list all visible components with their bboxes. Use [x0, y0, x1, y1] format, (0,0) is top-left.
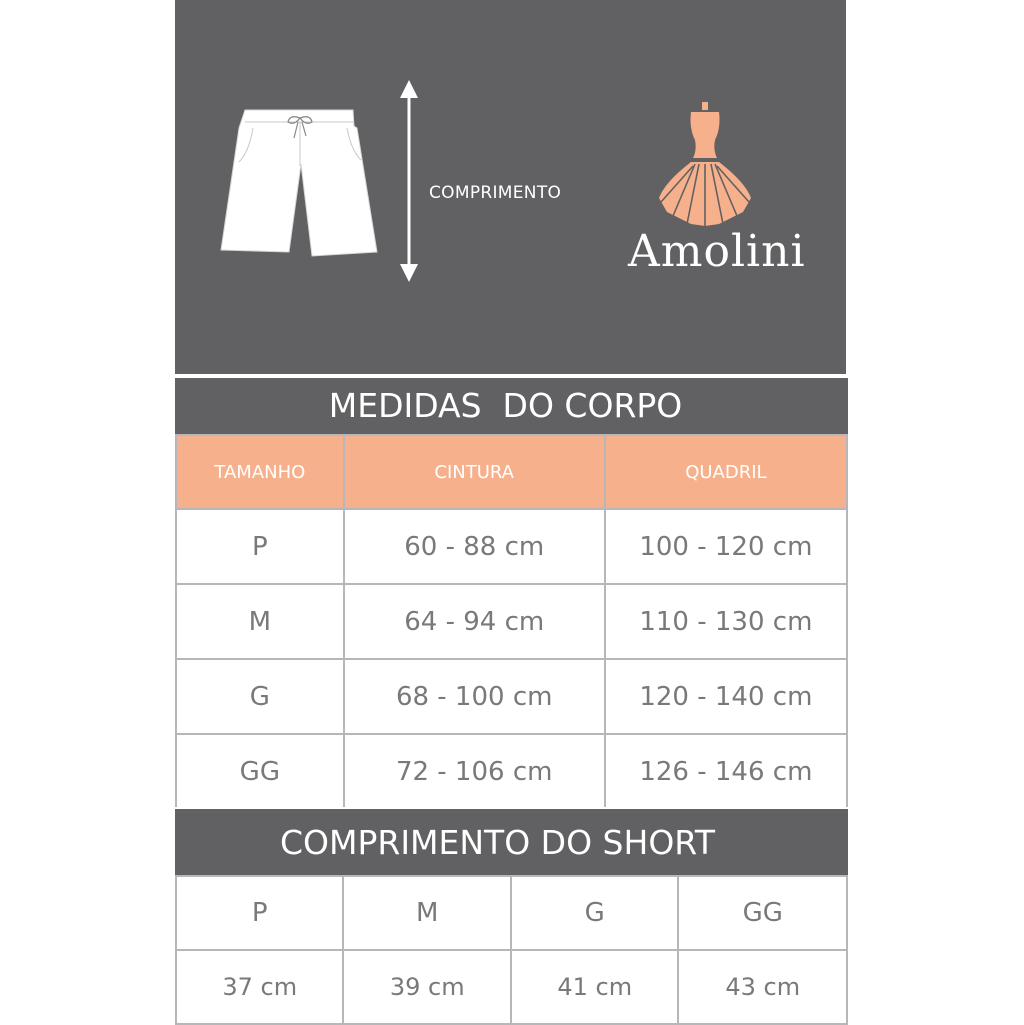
size-cell: GG	[678, 876, 847, 950]
length-cell: 43 cm	[678, 950, 847, 1024]
waist-cell: 68 - 100 cm	[344, 659, 605, 734]
table-row	[176, 659, 847, 734]
size-cell: P	[176, 876, 343, 950]
size-row	[176, 876, 847, 950]
dress-form-logo-icon	[655, 102, 755, 230]
section-title: MEDIDAS DO CORPO	[328, 386, 683, 425]
vertical-double-arrow-icon	[397, 80, 421, 282]
size-cell: P	[176, 509, 344, 584]
table-row	[176, 584, 847, 659]
waist-cell: 72 - 106 cm	[344, 734, 605, 809]
length-cell: 41 cm	[511, 950, 678, 1024]
shorts-icon	[219, 104, 384, 264]
brand-logo-text: Amolini	[628, 226, 806, 277]
size-chart	[175, 0, 848, 1024]
size-cell: M	[343, 876, 510, 950]
hip-cell: 126 - 146 cm	[605, 734, 847, 809]
length-row	[176, 950, 847, 1024]
table-row	[176, 509, 847, 584]
body-measurements-table	[175, 434, 848, 810]
size-cell: M	[176, 584, 344, 659]
length-cell: 39 cm	[343, 950, 510, 1024]
short-length-title	[175, 807, 848, 875]
hero-panel	[175, 0, 846, 374]
size-cell: G	[511, 876, 678, 950]
short-length-table	[175, 875, 848, 1025]
length-label: COMPRIMENTO	[429, 183, 562, 203]
header-waist: CINTURA	[344, 435, 605, 509]
body-measurements-title	[175, 376, 848, 434]
table-header-row	[176, 435, 847, 509]
waist-cell: 64 - 94 cm	[344, 584, 605, 659]
length-cell: 37 cm	[176, 950, 343, 1024]
header-size: TAMANHO	[176, 435, 344, 509]
size-cell: G	[176, 659, 344, 734]
size-cell: GG	[176, 734, 344, 809]
hip-cell: 100 - 120 cm	[605, 509, 847, 584]
header-hip: QUADRIL	[605, 435, 847, 509]
table-row	[176, 734, 847, 809]
hip-cell: 120 - 140 cm	[605, 659, 847, 734]
waist-cell: 60 - 88 cm	[344, 509, 605, 584]
section-title: COMPRIMENTO DO SHORT	[280, 823, 715, 862]
hip-cell: 110 - 130 cm	[605, 584, 847, 659]
